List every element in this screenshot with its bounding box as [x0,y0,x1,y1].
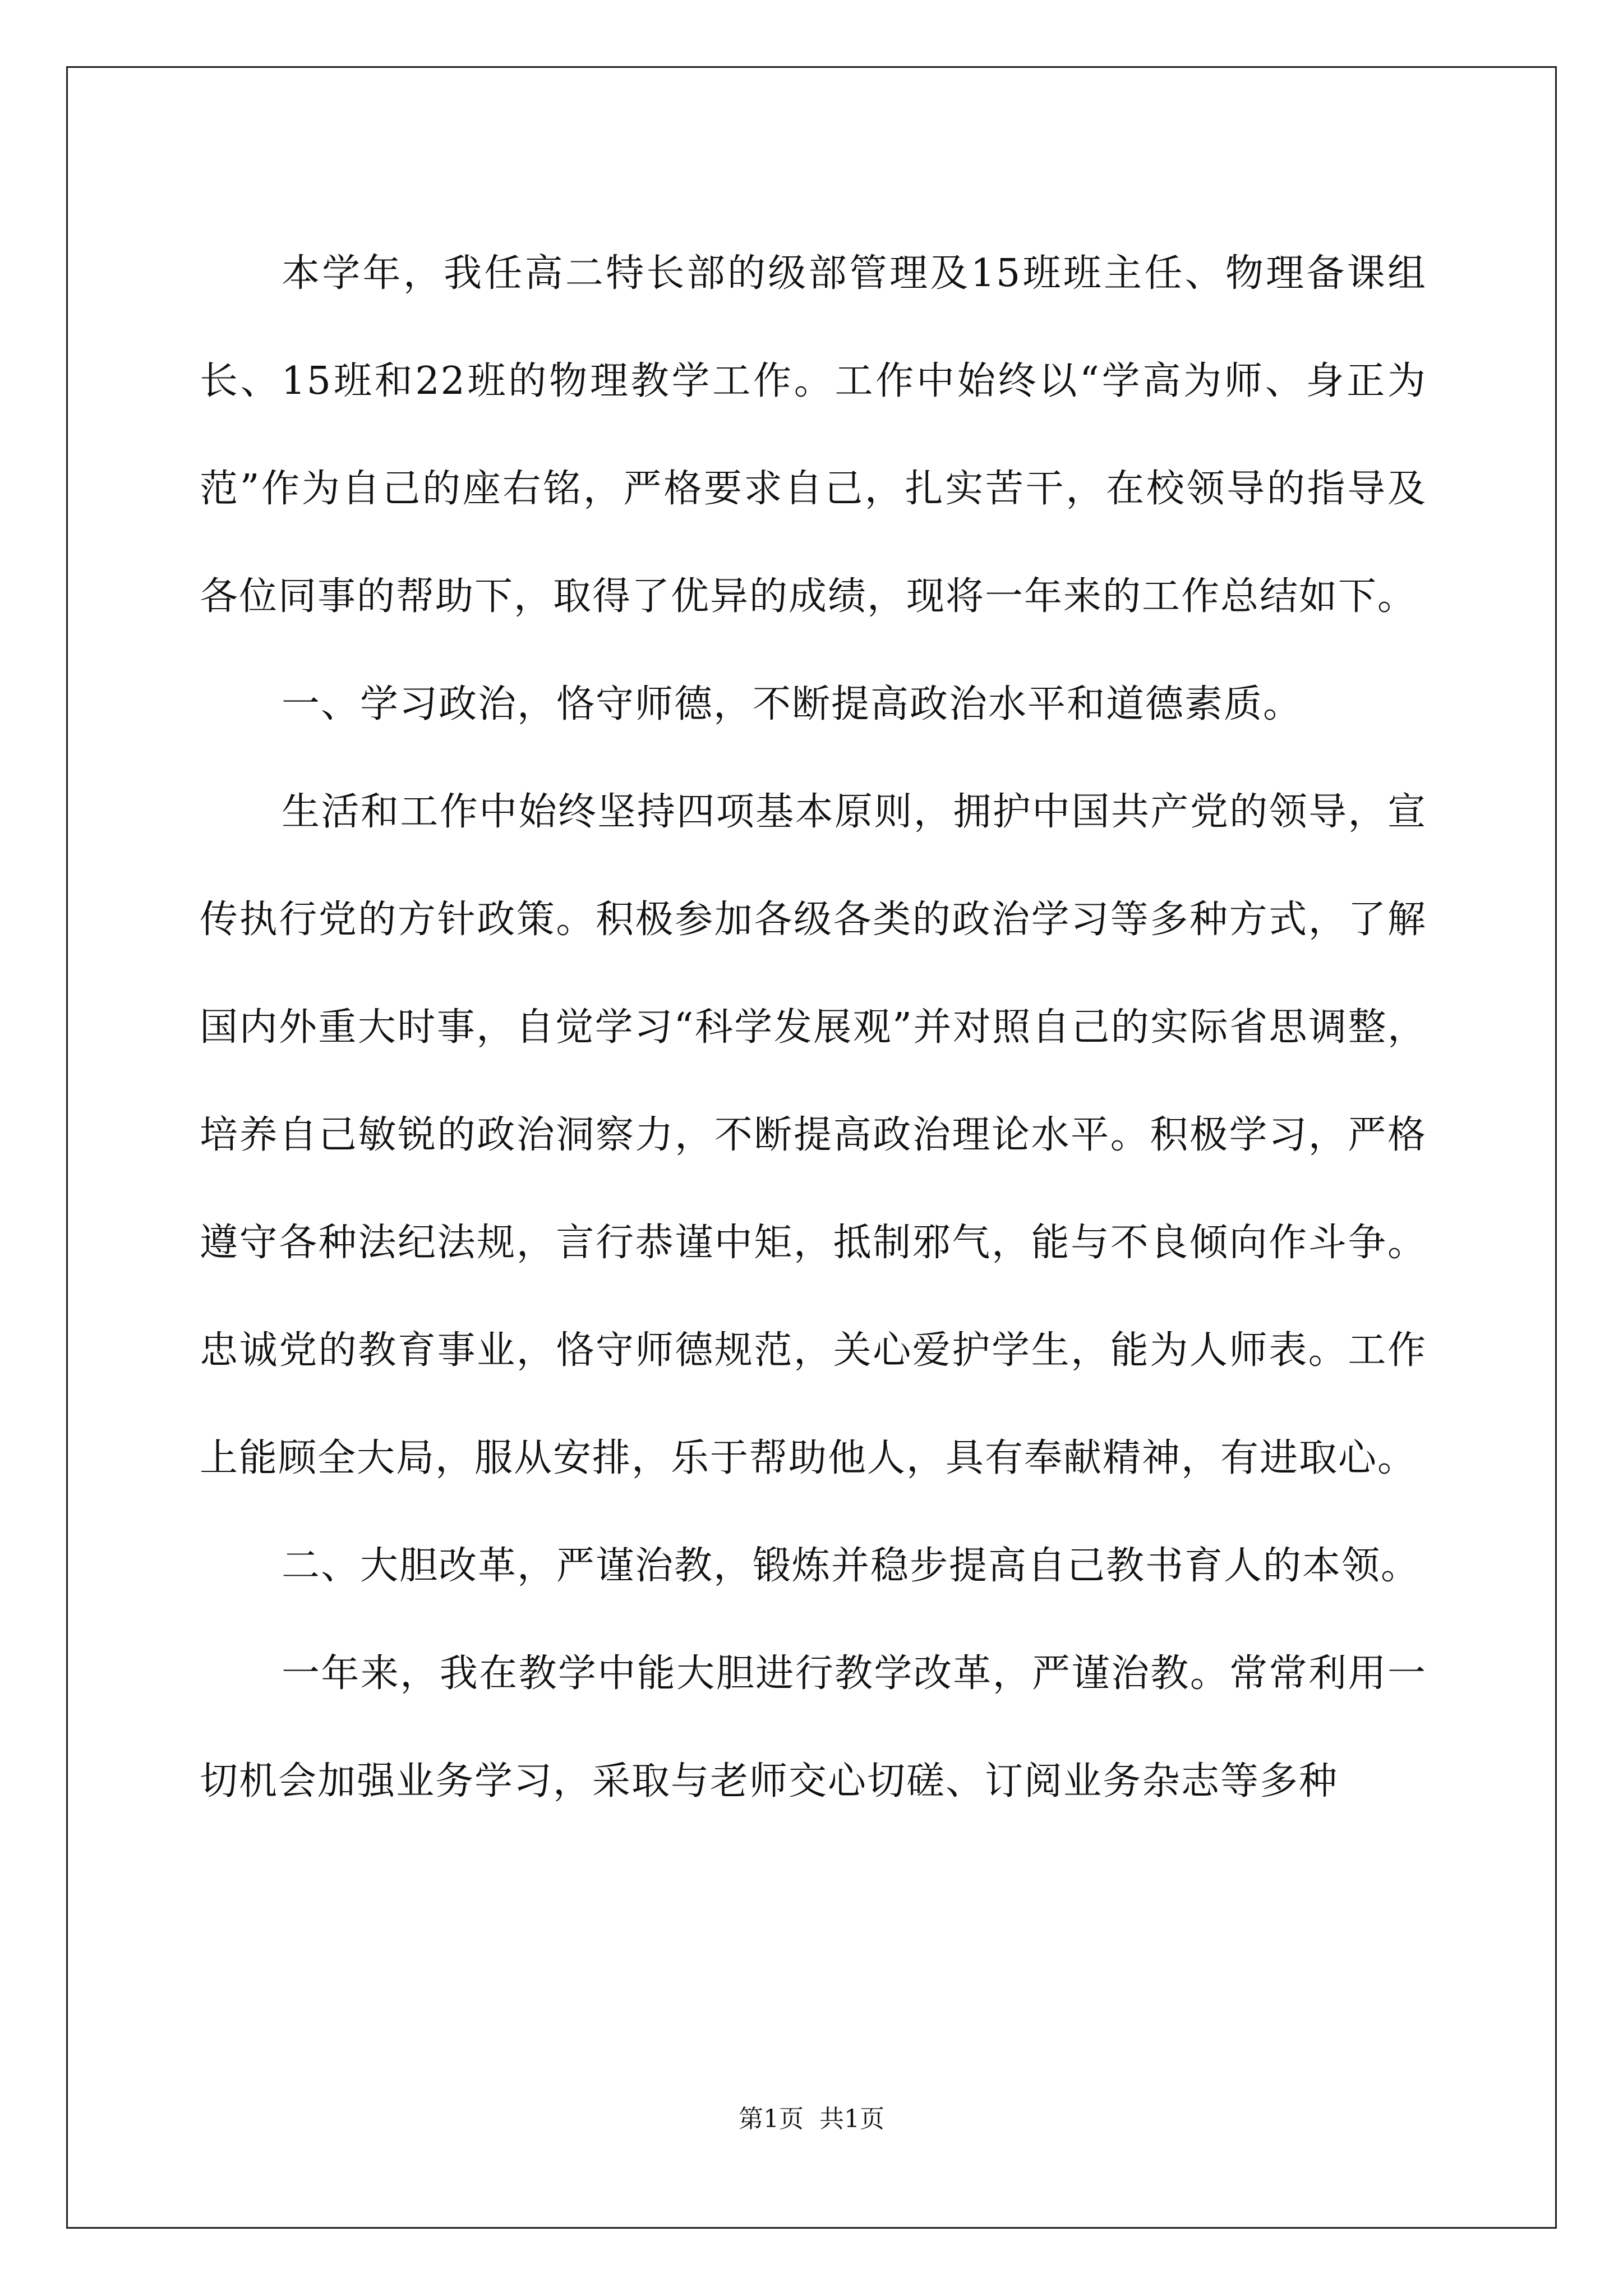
paragraph-teaching: 一年来，我在教学中能大胆进行教学改革，严谨治教。常常利用一切机会加强业务学习，采取与老师交心切磋、订阅业务杂志等多种 [200,1651,1427,1803]
page-footer [0,2102,1623,2136]
section-heading-1: 一、学习政治，恪守师德，不断提高政治水平和道德素质。 [282,682,1303,726]
page-number: 第1页 [739,2105,804,2133]
page-total: 共1页 [819,2105,884,2133]
paragraph-intro: 本学年，我任高二特长部的级部管理及15班班主任、物理备课组长、15班和22班的物理教学工作。工作中始终以“学高为师、身正为范”作为自己的座右铭，严格要求自己，扎实苦干，在校领导的指导及各位同事的帮助下，取得了优异的成绩，现将一年来的工作总结如下。 [200,251,1427,619]
section-heading-2: 二、大胆改革，严谨治教，锻炼并稳步提高自己教书育人的本领。 [282,1544,1421,1588]
document-body [200,220,1427,1835]
paragraph-politics: 生活和工作中始终坚持四项基本原则，拥护中国共产党的领导，宣传执行党的方针政策。积极参加各级各类的政治学习等多种方式，了解国内外重大时事，自觉学习“科学发展观”并对照自己的实际省思调整，培养自己敏锐的政治洞察力，不断提高政治理论水平。积极学习，严格遵守各种法纪法规，言行恭谨中矩，抵制邪气，能与不良倾向作斗争。忠诚党的教育事业，恪守师德规范，关心爱护学生，能为人师表。工作上能顾全大局，服从安排，乐于帮助他人，具有奉献精神，有进取心。 [200,790,1427,1480]
